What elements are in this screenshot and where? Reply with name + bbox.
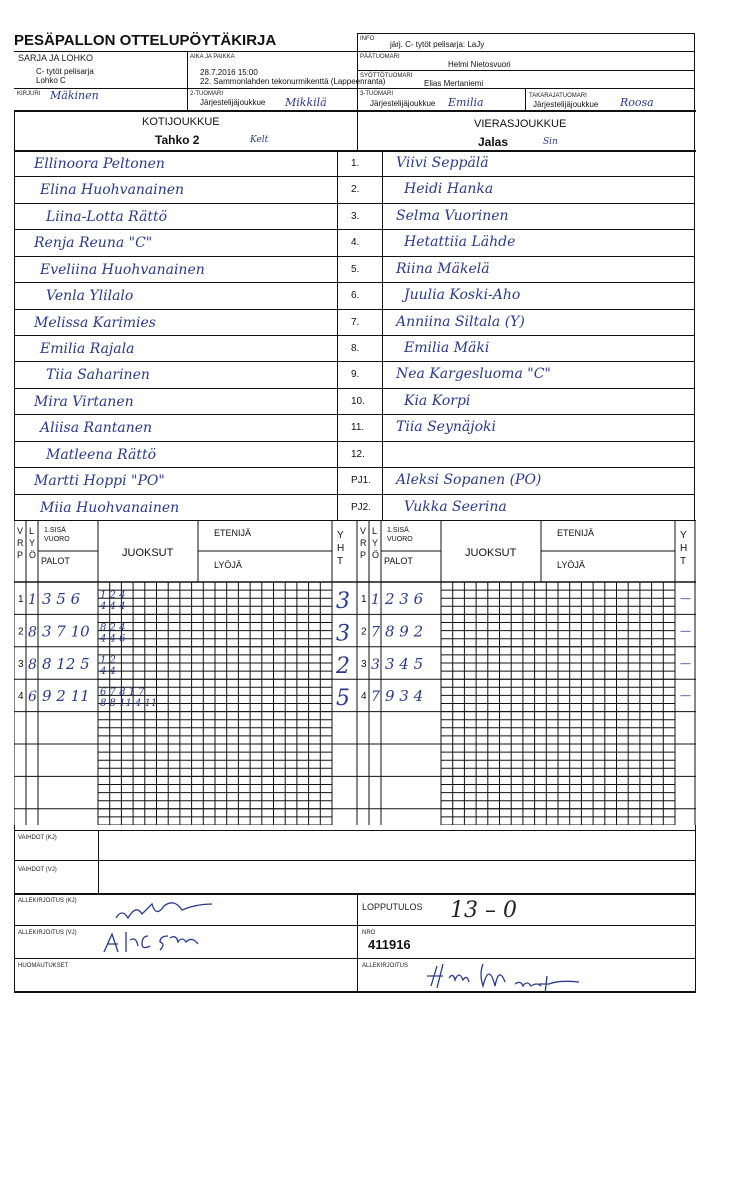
score-cell-text: L [29,526,35,536]
roster-number: 5. [351,264,360,275]
score-cell-text: 4 [18,691,24,703]
home-player-name: Ellinoora Peltonen [34,156,165,172]
score-cell-text: 9 2 11 [42,687,90,706]
score-cell-text: 3 [18,658,24,670]
home-player-name: Renja Reuna "C" [34,235,153,251]
score-cell-text: VUORO [44,536,70,543]
score-cell-text: 8 8 11 4 11 [100,698,158,710]
score-cell-text: 1 [371,592,380,608]
result-label: LOPPUTULOS [362,902,423,912]
match-date: 28.7.2016 15:00 [200,68,258,77]
score-cell-text: H [337,543,345,554]
home-player-name: Matleena Rättö [46,447,157,463]
score-cell-text: 8 [28,624,37,641]
score-cell-text: 9 3 4 [385,687,424,706]
away-player-name: Tiia Seynäjoki [396,419,496,435]
away-player-name: Hetattiia Lähde [404,234,516,250]
score-cell-text: 1 [28,592,37,608]
umpire2-label: 2-TUOMARI [190,91,223,97]
roster-number: PJ2. [351,502,372,513]
roster-table [14,150,694,520]
sign-home-label: ALLEKIRJOITUS (KJ) [18,898,77,904]
roster-number: PJ1. [351,475,372,486]
roster-number: 1. [351,158,360,169]
umpire2-org: Järjestelijäjoukkue [200,98,266,107]
away-team-tag: Sin [543,137,558,147]
score-cell-text: V [17,526,24,536]
score-cell-text: 6 [28,689,37,706]
roster-number: 12. [351,449,365,460]
score-cell-text: 8 [28,656,37,673]
score-cell-text: 4 [361,691,367,703]
umpire3-label: 3-TUOMARI [360,91,393,97]
score-cell-text: — [680,624,691,638]
info-label: INFO [360,36,375,42]
score-cell-text: 1.SISÄ [44,527,66,534]
score-cell-text: 1.SISÄ [387,527,409,534]
sign-label: ALLEKIRJOITUS [362,963,409,969]
nro-value: 411916 [368,937,411,952]
score-cell-text: 7 [371,624,380,641]
score-cell-text: — [680,656,691,670]
home-team-name: Tahko 2 [155,133,200,147]
result-value: 13 – 0 [450,898,517,923]
home-player-name: Mira Virtanen [34,394,134,410]
score-cell-text: R [17,538,24,548]
roster-number: 9. [351,369,360,380]
score-cell-text: 8 9 2 [385,622,424,641]
score-cell-text: LYÖJÄ [214,560,242,570]
score-cell-text: 7 [371,689,380,706]
batting-umpire-label: SYÖTTÖTUOMARI [360,73,413,79]
score-cell-text: L [372,526,378,536]
home-team-tag: Kelt [250,135,269,145]
backline-label: TAKARAJATUOMARI [529,93,587,99]
time-place-label: AIKA JA PAIKKA [190,54,235,60]
score-cell-text: 1 [18,594,24,605]
score-cell-text: 1 [361,594,367,605]
roster-number: 7. [351,317,360,328]
home-player-name: Aliisa Rantanen [40,420,153,436]
subs-home-label: VAIHDOT (KJ) [18,835,57,841]
score-cell-text: ETENIJÄ [557,528,595,538]
score-cell-text: 4 4 [100,665,116,677]
away-player-name: Selma Vuorinen [396,208,509,224]
score-cell-text: 4 4 6 [100,633,126,645]
home-team-label: KOTIJOUKKUE [142,116,220,128]
info-value: järj. C- tytöt pelisarja: LaJy [390,40,485,49]
roster-number: 8. [351,343,360,354]
series-group: Lohko C [36,76,66,85]
notes-label: HUOMAUTUKSET [18,963,69,969]
score-cell-text: 3 5 6 [42,590,81,608]
home-player-name: Miia Huohvanainen [40,500,180,516]
score-cell-text: PALOT [41,556,70,566]
home-player-name: Liina-Lotta Rättö [46,209,168,225]
score-cell-text: P [360,550,367,560]
score-cell-text: 3 [361,658,367,670]
umpire2-value: Mikkilä [285,96,327,109]
nro-label: NRO [362,930,376,936]
batting-umpire-value: Elias Mertaniemi [424,79,484,88]
subs-away-label: VAIHDOT (VJ) [18,867,57,873]
score-cell-text: PALOT [384,556,413,566]
home-player-name: Tiia Saharinen [46,367,150,383]
home-player-name: Martti Hoppi "PO" [34,473,165,489]
score-cell-text: 5 [336,686,350,712]
score-cell-text: — [680,689,691,703]
home-player-name: Elina Huohvanainen [40,182,185,198]
roster-number: 3. [351,211,360,222]
score-cell-text: VUORO [387,536,413,543]
score-cell-text: 8 2 4 [100,622,126,634]
backline-org: Järjestelijäjoukkue [533,100,599,109]
referee-label: PÄÄTUOMARI [360,54,400,60]
home-player-name: Venla Ylilalo [46,288,134,304]
away-player-name: Emilia Mäki [404,340,490,356]
score-cell-text: 3 [371,656,380,673]
sign-away-label: ALLEKIRJOITUS (VJ) [18,930,77,936]
score-cell-text: Y [29,538,36,548]
score-cell-text: Y [337,530,344,541]
score-cell-text: JUOKSUT [465,547,517,559]
away-player-name: Riina Mäkelä [396,261,490,277]
away-team-name: Jalas [478,135,509,149]
form-title: PESÄPALLON OTTELUPÖYTÄKIRJA [14,32,277,49]
roster-number: 10. [351,396,365,407]
referee-signature [425,962,625,992]
score-cell-text: V [360,526,367,536]
score-cell-text: Y [680,530,687,541]
score-cell-text: 4 4 4 [100,601,126,612]
score-grid [14,520,696,825]
roster-number: 2. [351,184,360,195]
home-player-name: Melissa Karimies [34,315,156,331]
score-cell-text: LYÖJÄ [557,560,585,570]
series-label: SARJA JA LOHKO [18,53,94,63]
series-value: C- tytöt pelisarja [36,67,94,76]
roster-number: 11. [351,422,365,433]
score-cell-text: 3 [336,589,350,614]
score-cell-text: 8 12 5 [42,654,90,673]
score-cell-text: — [680,592,691,605]
away-player-name: Heidi Hanka [404,181,494,197]
away-player-name: Nea Kargesluoma "C" [396,366,551,382]
score-cell-text: 3 7 10 [42,622,90,641]
score-cell-text: T [680,556,687,567]
score-cell-text: T [337,556,344,567]
score-cell-text: ETENIJÄ [214,528,252,538]
roster-number: 4. [351,237,360,248]
home-signature [110,898,250,924]
score-cell-text: JUOKSUT [122,547,174,559]
score-cell-text: R [360,538,367,548]
roster-number: 6. [351,290,360,301]
referee-value: Helmi Nietosvuori [448,60,511,69]
score-cell-text: P [17,550,24,560]
score-cell-text: 2 [361,626,367,638]
umpire3-org: Järjestelijäjoukkue [370,99,436,108]
score-cell-text: Ö [372,550,380,560]
backline-value: Roosa [620,96,654,109]
scorer-value: Mäkinen [50,89,99,102]
scorer-label: KIRJURI [17,91,41,97]
away-player-name: Vukka Seerina [404,499,507,515]
away-player-name: Viivi Seppälä [396,155,489,171]
away-player-name: Anniina Siltala (Y) [396,314,525,330]
match-venue: 22. Sammonlahden tekonurmikenttä (Lappeenranta) [200,77,386,86]
home-player-name: Eveliina Huohvanainen [40,262,205,278]
score-cell-text: 3 4 5 [385,654,424,673]
score-cell-text: 2 [18,626,24,638]
score-cell-text: 1 2 4 [100,590,126,601]
score-cell-text: 6 7 8 1 7 [100,687,145,699]
away-player-name: Kia Korpi [404,393,471,409]
away-signature [100,930,280,958]
score-cell-text: 1 2 [100,654,116,666]
score-cell-text: 2 3 6 [385,590,424,608]
away-player-name: Juulia Koski-Aho [404,287,521,303]
away-team-label: VIERASJOUKKUE [474,118,567,130]
home-player-name: Emilia Rajala [40,341,135,357]
score-cell-text: Y [372,538,379,548]
score-cell-text: 3 [336,621,350,647]
score-cell-text: H [680,543,688,554]
away-player-name: Aleksi Sopanen (PO) [396,472,542,488]
score-cell-text: Ö [29,550,37,560]
umpire3-value: Emilia [448,96,484,109]
score-cell-text: 2 [336,653,350,679]
